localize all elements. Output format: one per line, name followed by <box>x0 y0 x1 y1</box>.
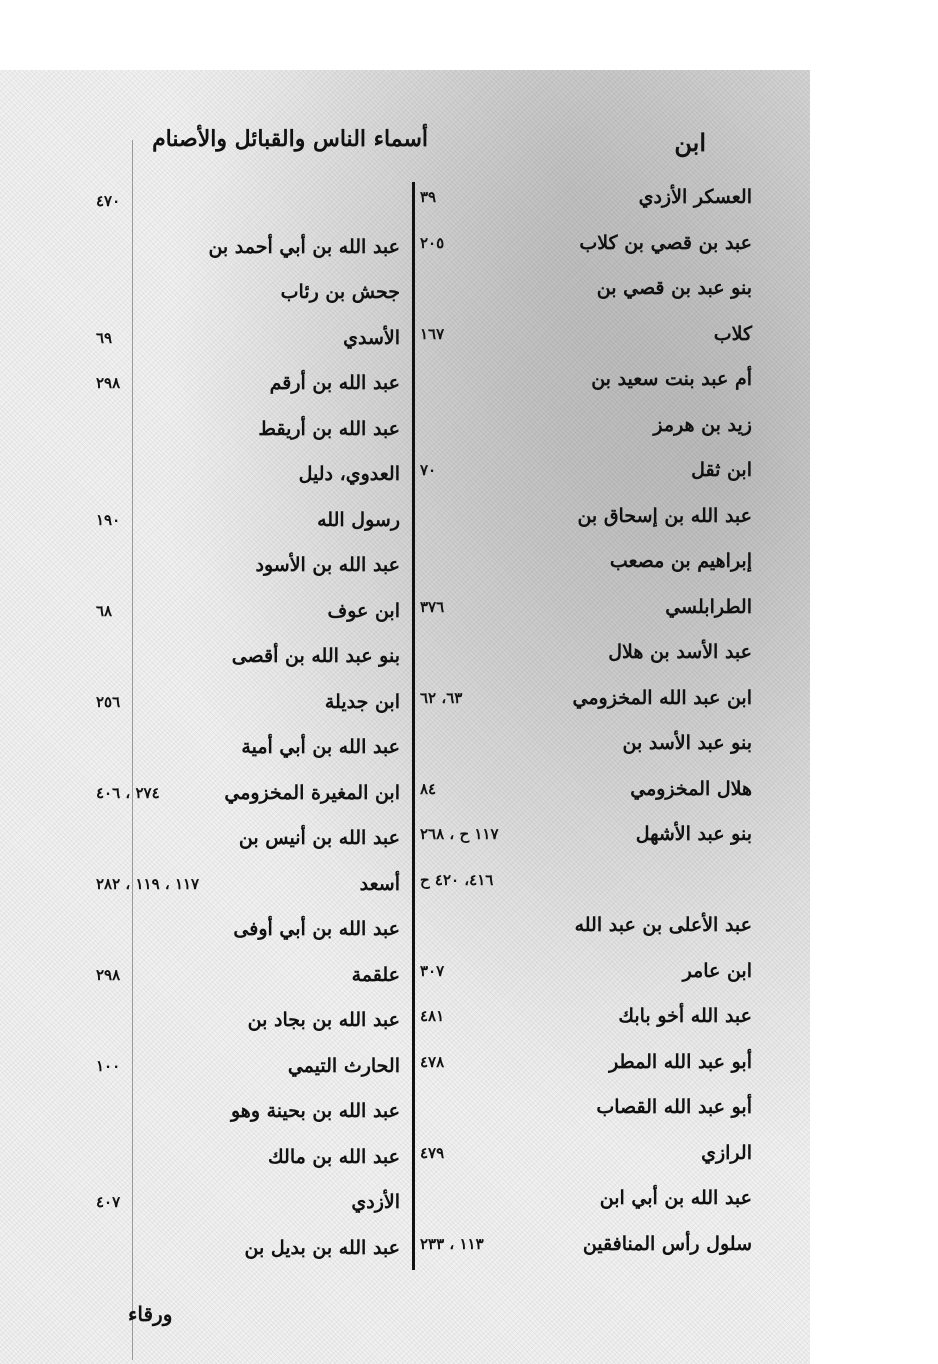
entry-page-numbers: ١١٧ ، ١١٩ ، ٢٨٢ <box>96 874 200 893</box>
index-entry <box>96 455 400 493</box>
index-entry <box>420 770 752 808</box>
entry-page-numbers: ٤٧٠ <box>96 192 121 210</box>
entry-page-numbers: ٨٤ <box>420 779 437 798</box>
index-entry <box>96 501 400 539</box>
entry-page-numbers: ١١٧ ح ، ٢٦٨ <box>420 825 499 843</box>
entry-name: عبد الله بن أبي ابن <box>599 1187 752 1209</box>
entry-name: بنو عبد الأسد بن <box>622 732 752 754</box>
entry-name: سلول رأس المنافقين <box>582 1232 752 1255</box>
index-entry <box>96 683 400 721</box>
index-entry <box>420 497 752 535</box>
entry-name: أم عبد بنت سعيد بن <box>591 368 752 390</box>
entry-name: إبراهيم بن مصعب <box>609 550 752 572</box>
index-entry <box>96 774 400 812</box>
index-entry <box>420 861 752 899</box>
entry-name: عبد الأعلى بن عبد الله <box>574 914 752 936</box>
entry-page-numbers: ١٩٠ <box>96 510 121 529</box>
entry-page-numbers: ٣٠٧ <box>420 961 445 980</box>
entry-name: الأسدي <box>343 326 400 349</box>
entry-page-numbers: ٤٧٨ <box>420 1052 445 1071</box>
index-entry <box>420 997 752 1035</box>
index-entry <box>420 1225 752 1263</box>
entry-name: الطرابلسي <box>665 595 752 618</box>
entry-name: بنو عبد الأشهل <box>635 823 752 845</box>
entry-page-numbers: ٣٩ <box>420 188 437 206</box>
index-entry <box>96 637 400 675</box>
index-entry <box>96 228 400 266</box>
index-entry <box>420 178 752 216</box>
entry-name: ابن ثقل <box>691 459 752 481</box>
index-entry <box>420 360 752 398</box>
entry-name: عبد الله بن أبي أحمد بن <box>208 235 400 258</box>
index-entry <box>96 1138 400 1176</box>
entry-name: زيد بن هرمز <box>653 413 752 436</box>
entry-name: العسكر الأزدي <box>638 186 752 208</box>
index-entry <box>96 728 400 766</box>
catchword: ورقاء <box>128 1302 173 1326</box>
index-entry <box>96 1092 400 1130</box>
entry-name: عبد الله بن مالك <box>268 1145 400 1168</box>
index-entry <box>96 592 400 630</box>
index-entry <box>96 273 400 311</box>
entry-page-numbers: ٢٠٥ <box>420 233 445 252</box>
index-entry <box>96 364 400 402</box>
index-entry <box>420 542 752 580</box>
page-header-title: أسماء الناس والقبائل والأصنام <box>152 126 428 152</box>
index-entry <box>96 182 400 220</box>
column-divider <box>412 182 415 1270</box>
index-entry <box>420 269 752 307</box>
entry-page-numbers: ٦٨ <box>96 601 113 620</box>
entry-page-numbers: ٤٠٧ <box>96 1193 121 1211</box>
index-entry <box>96 865 400 903</box>
index-entry <box>96 1001 400 1039</box>
entry-name: عبد الله بن بحينة وهو <box>230 1100 400 1122</box>
entry-page-numbers: ٢٥٦ <box>96 692 121 711</box>
index-entry <box>420 451 752 489</box>
entry-name: الرازي <box>701 1141 752 1164</box>
entry-name: عبد الله بن أنيس بن <box>238 827 400 849</box>
entry-name: عبد الله أخو بابك <box>618 1005 752 1027</box>
index-entry <box>420 1179 752 1217</box>
entry-name: ابن عوف <box>327 599 400 622</box>
index-entry <box>96 819 400 857</box>
entry-page-numbers: ٢٩٨ <box>96 965 121 984</box>
index-entry <box>420 679 752 717</box>
entry-name: عبد الله بن أرقم <box>269 372 400 394</box>
entry-name: الأزدي <box>351 1191 400 1213</box>
index-entry <box>420 406 752 444</box>
entry-name: عبد الله بن إسحاق بن <box>577 504 752 527</box>
index-entry <box>420 1043 752 1081</box>
page-header-right: ابن <box>674 128 706 157</box>
entry-page-numbers: ٢٧٤ ، ٤٠٦ <box>96 783 160 802</box>
index-entry <box>96 1047 400 1085</box>
index-entry <box>420 588 752 626</box>
index-entry <box>420 1134 752 1172</box>
index-entry <box>96 410 400 448</box>
index-entry <box>420 815 752 853</box>
entry-name: ابن المغيرة المخزومي <box>224 781 400 804</box>
entry-page-numbers: ٦٣، ٦٢ <box>420 688 463 707</box>
entry-name: أبو عبد الله المطر <box>609 1050 752 1073</box>
index-entry <box>420 315 752 353</box>
entry-page-numbers: ٧٠ <box>420 461 437 479</box>
entry-name: أبو عبد الله القصاب <box>596 1096 752 1118</box>
entry-page-numbers: ٣٧٦ <box>420 597 445 616</box>
index-entry <box>420 952 752 990</box>
entry-page-numbers: ٤٧٩ <box>420 1143 445 1162</box>
index-entry <box>96 956 400 994</box>
entry-name: عبد الله بن الأسود <box>255 554 400 576</box>
entry-page-numbers: ٢٩٨ <box>96 374 121 392</box>
entry-name: عبد الله بن بجاد بن <box>247 1009 400 1031</box>
entry-name: هلال المخزومي <box>630 777 752 800</box>
entry-name: عبد الأسد بن هلال <box>608 641 752 663</box>
index-entry <box>420 633 752 671</box>
index-entry <box>420 724 752 762</box>
entry-name: جحش بن رئاب <box>280 281 400 303</box>
entry-name: بنو عبد بن قصي بن <box>596 277 752 299</box>
entry-name: ابن جديلة <box>324 690 400 713</box>
entry-name: الحارث التيمي <box>287 1054 400 1077</box>
entry-name: عبد الله بن أبي أوفى <box>233 918 400 940</box>
entry-name: ابن عامر <box>682 959 752 982</box>
entry-name: علقمة <box>351 963 400 986</box>
entry-name: رسول الله <box>317 508 400 531</box>
entry-page-numbers: ١٦٧ <box>420 324 445 343</box>
entry-name: عبد الله بن أريقط <box>258 417 400 440</box>
index-entry <box>420 1088 752 1126</box>
index-entry <box>96 319 400 357</box>
entry-name: ابن عبد الله المخزومي <box>572 686 752 709</box>
entry-name: عبد الله بن بديل بن <box>244 1236 400 1259</box>
entry-name: أسعد <box>359 872 400 895</box>
entry-name: كلاب <box>713 322 752 345</box>
index-entry <box>96 1183 400 1221</box>
entry-name: بنو عبد الله بن أقصى <box>231 645 400 667</box>
entry-page-numbers: ١٠٠ <box>96 1056 121 1075</box>
entry-name: عبد الله بن أبي أمية <box>241 736 400 758</box>
entry-page-numbers: ٤٨١ <box>420 1007 445 1025</box>
index-entry <box>96 910 400 948</box>
index-entry <box>420 906 752 944</box>
index-entry <box>420 224 752 262</box>
entry-page-numbers: ٦٩ <box>96 328 113 347</box>
index-entry <box>96 546 400 584</box>
index-entry <box>96 1229 400 1267</box>
entry-name: عبد بن قصي بن كلاب <box>579 231 752 254</box>
entry-page-numbers: ١١٣ ، ٢٣٣ <box>420 1234 484 1253</box>
entry-name: العدوي، دليل <box>298 463 400 485</box>
entry-page-numbers: ٤١٦، ٤٢٠ ح <box>420 870 494 889</box>
